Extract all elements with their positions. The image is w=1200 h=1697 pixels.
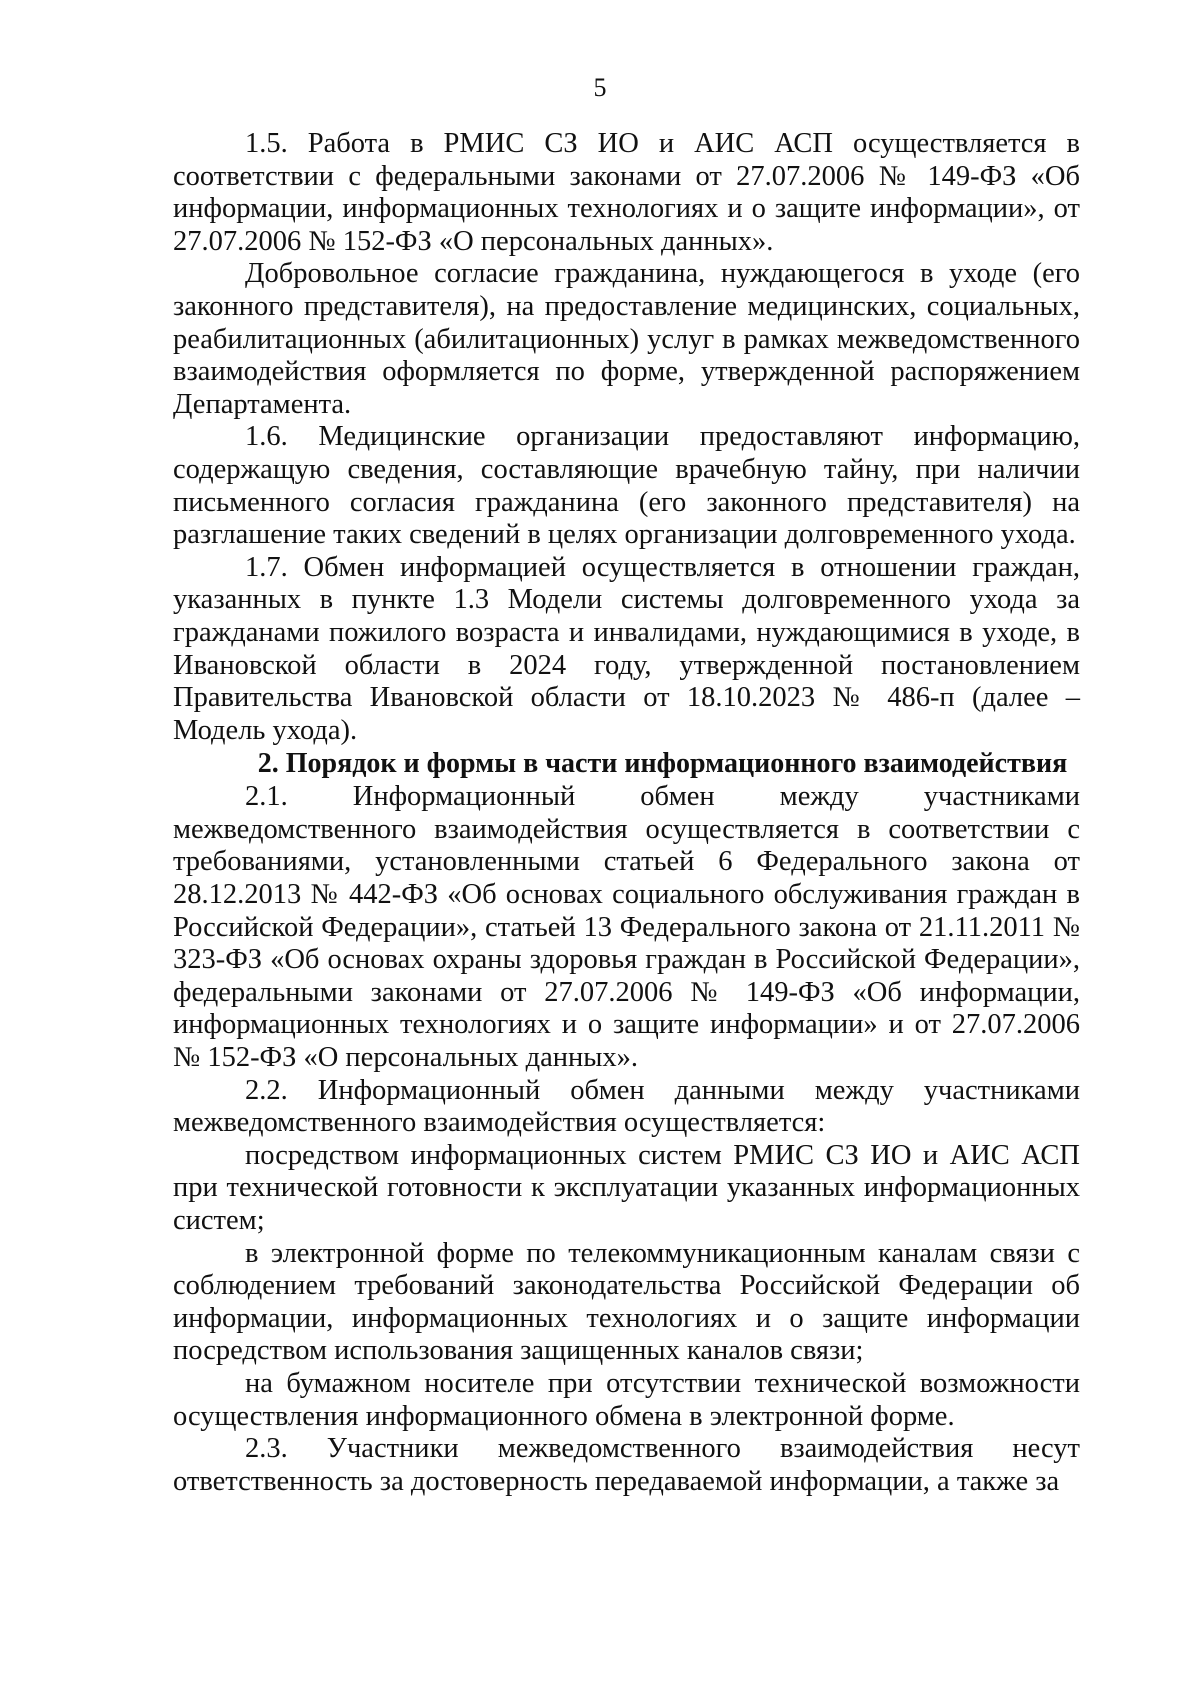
paragraph-2-3: 2.3. Участники межведомственного взаимодействия несут ответственность за достоверность передаваемой информации, а также за [173,1433,1080,1497]
paragraph-consent: Добровольное согласие гражданина, нуждающегося в уходе (его законного представителя), на предоставление медицинских, социальных, реабилитационных (абилитационных) услуг в рамках межведомственного взаимодействия оформляется по форме, утвержденной распоряжением Департамента. [173,258,1080,420]
page-number: 5 [593,73,607,102]
document-body [173,128,1080,1498]
paragraph-ais-systems: посредством информационных систем РМИС СЗ ИО и АИС АСП при технической готовности к эксплуатации указанных информационных систем; [173,1139,1080,1236]
paragraph-2-1: 2.1. Информационный обмен между участниками межведомственного взаимодействия осуществляется в соответствии с требованиями, установленными статьей 6 Федерального закона от 28.12.2013 № 442-ФЗ «Об основах социального обслуживания граждан в Российской Федерации», статьей 13 Федерального закона от 21.11.2011 № 323-ФЗ «Об основах охраны здоровья граждан в Российской Федерации», федеральными законами от 27.07.2006 № 149-ФЗ «Об информации, информационных технологиях и о защите информации» и от 27.07.2006 № 152-ФЗ «О персональных данных». [173,781,1080,1074]
section-heading: 2. Порядок и формы в части информационного взаимодействия [257,748,1068,780]
paragraph-electronic-form: в электронной форме по телекоммуникационным каналам связи с соблюдением требований законодательства Российской Федерации об информации, информационных технологиях и о защите информации посредством использования защищенных каналов связи; [173,1237,1080,1367]
paragraph-2-2: 2.2. Информационный обмен данными между участниками межведомственного взаимодействия осуществляется: [173,1074,1080,1139]
paragraph-1-6: 1.6. Медицинские организации предоставляют информацию, содержащую сведения, составляющие врачебную тайну, при наличии письменного согласия гражданина (его законного представителя) на разглашение таких сведений в целях организации долговременного ухода. [173,421,1080,551]
paragraph-1-5: 1.5. Работа в РМИС СЗ ИО и АИС АСП осуществляется в соответствии с федеральными законами от 27.07.2006 № 149-ФЗ «Об информации, информационных технологиях и о защите информации», от 27.07.2006 № 152-ФЗ «О персональных данных». [173,128,1080,257]
paragraph-1-7: 1.7. Обмен информацией осуществляется в отношении граждан, указанных в пункте 1.3 Модели системы долговременного ухода за гражданами пожилого возраста и инвалидами, нуждающимися в уходе, в Ивановской области в 2024 году, утвержденной постановлением Правительства Ивановской области от 18.10.2023 № 486-п (далее – Модель ухода). [173,551,1080,746]
paragraph-paper-form: на бумажном носителе при отсутствии технической возможности осуществления информационного обмена в электронной форме. [173,1367,1080,1432]
